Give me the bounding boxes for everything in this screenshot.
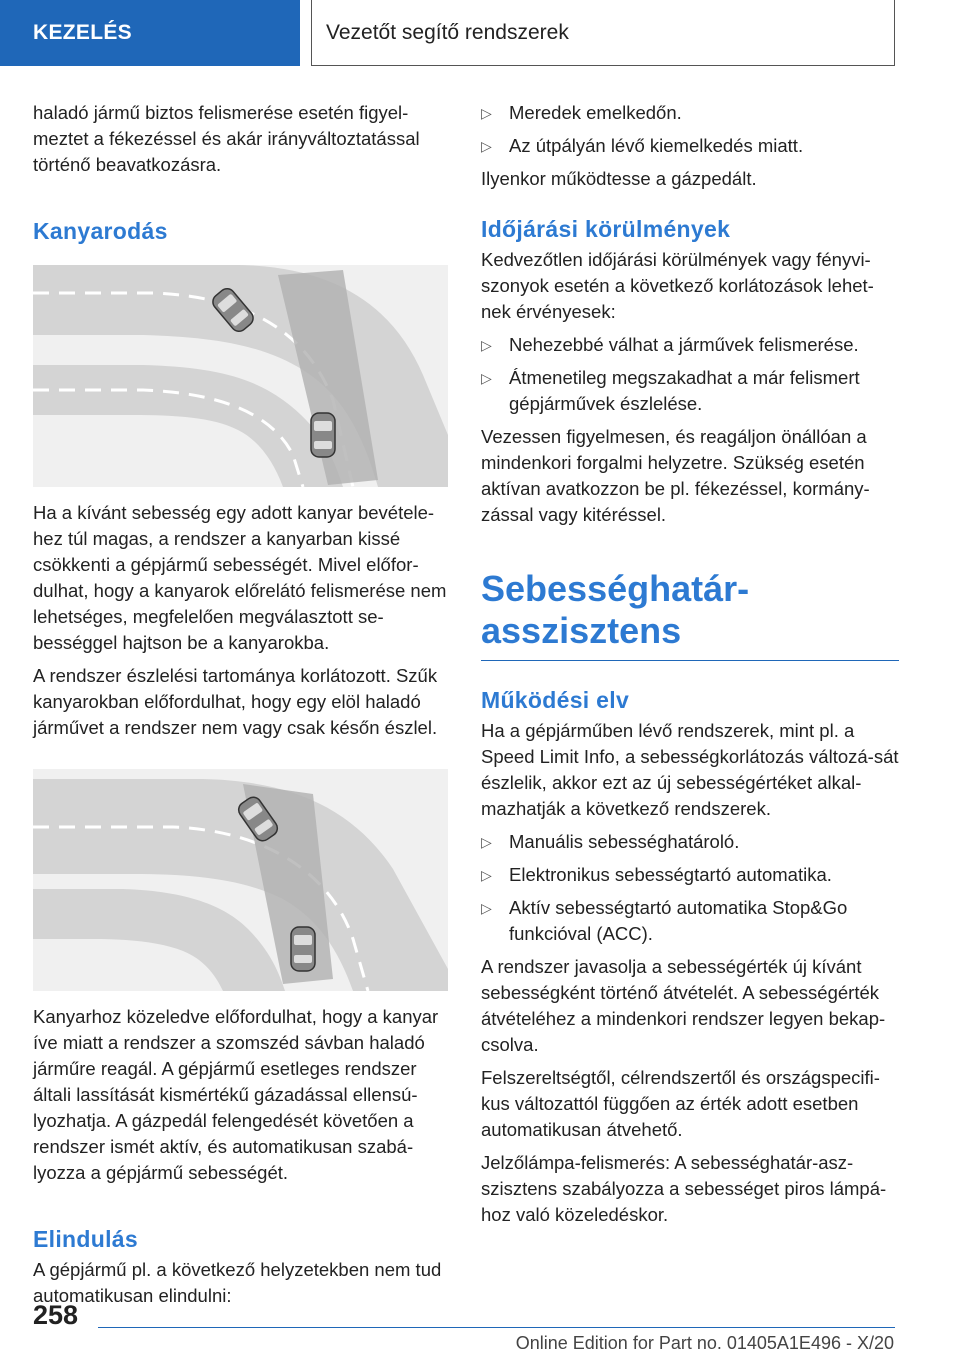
triangle-bullet-icon: ▷: [481, 138, 492, 154]
heading-elindulas: Elindulás: [33, 1226, 138, 1252]
heading-speed-limit-assistant: Sebességhatár-asszisztens: [481, 568, 899, 661]
kanyarodas-paragraph-2: A rendszer észlelési tartománya korlátozott. Szűk kanyarokban előfordulhat, hogy egy elöl haladó járművet a rendszer nem vagy csak későn észlel.: [33, 665, 438, 738]
right-column: [481, 100, 899, 1235]
suggest-paragraph: A rendszer javasolja a sebességérték új kívánt sebességként történő átvételét. A sebességérték átvételéhez a mindenkori rendszer legyen bekap-csolva.: [481, 956, 886, 1055]
heading-weather: Időjárási körülmények: [481, 216, 731, 242]
triangle-bullet-icon: ▷: [481, 867, 492, 883]
gas-pedal-paragraph: Ilyenkor működtesse a gázpedált.: [481, 168, 757, 189]
triangle-bullet-icon: ▷: [481, 900, 492, 916]
page-number: 258: [33, 1300, 79, 1330]
footer-edition: Online Edition for Part no. 01405A1E496 - X/20: [515, 1333, 894, 1353]
list-item: ▷ Elektronikus sebességtartó automatika.: [481, 862, 899, 888]
triangle-bullet-icon: ▷: [481, 337, 492, 353]
heading-principle: Működési elv: [481, 687, 630, 713]
principle-paragraph: Ha a gépjárműben lévő rendszerek, mint pl. a Speed Limit Info, a sebességkorlátozás változá-sát észlelik, akkor ezt az új sebességértéket alkal-mazhatják a következő rendszerek.: [481, 720, 899, 819]
triangle-bullet-icon: ▷: [481, 834, 492, 850]
list-item: ▷ Az útpályán lévő kiemelkedés miatt.: [481, 133, 899, 159]
traffic-light-paragraph: Jelzőlámpa-felismerés: A sebességhatár-asz-szisztens szabályozza a sebességet piros lámpá-hoz való közeledéskor.: [481, 1152, 887, 1225]
curve-illustration-2: [33, 769, 448, 991]
intro-paragraph: haladó jármű biztos felismerése esetén figyel-meztet a fékezéssel és akár irányváltoztatással történő beavatkozásra.: [33, 102, 420, 175]
list-item: ▷ Átmenetileg megszakadhat a már felismert gépjárművek észlelése.: [481, 367, 860, 414]
kanyarodas-paragraph-3: Kanyarhoz közeledve előfordulhat, hogy a kanyar íve miatt a rendszer a szomszéd sávban haladó járműre reagál. A gépjármű esetleges rendszer általi lassítását kismértékű gázadással ellensú-lyozhatja. A gázpedál felengedését követően a rendszer ismét aktív, és automatikusan szabá-lyozza a gépjármű sebességét.: [33, 1006, 439, 1183]
curve-illustration-1: [33, 265, 448, 487]
list-item: ▷ Meredek emelkedőn.: [481, 100, 899, 126]
chapter-title: Vezetőt segítő rendszerek: [311, 0, 895, 66]
footer-divider: [98, 1327, 895, 1328]
bullet-list-2: [481, 332, 899, 417]
triangle-bullet-icon: ▷: [481, 105, 492, 121]
heading-kanyarodas: Kanyarodás: [33, 218, 168, 244]
left-column: [33, 100, 448, 1316]
kanyarodas-paragraph-1: Ha a kívánt sebesség egy adott kanyar bevétele-hez túl magas, a rendszer a kanyarban kissé csökkenti a gépjármű sebességét. Mivel előfor-dulhat, hogy a kanyarok előrelátó felismerése nem lehetséges, megfelelően megválasztott se-bességgel hajtson be a kanyarokba.: [33, 502, 447, 653]
list-item: ▷ Manuális sebességhatároló.: [481, 829, 899, 855]
list-item: ▷ Nehezebbé válhat a járművek felismerése.: [481, 332, 899, 358]
bullet-list-1: [481, 100, 899, 159]
triangle-bullet-icon: ▷: [481, 370, 492, 386]
section-tab: KEZELÉS: [0, 0, 300, 66]
bullet-list-3: [481, 829, 899, 947]
attention-paragraph: Vezessen figyelmesen, és reagáljon önállóan a mindenkori forgalmi helyzetre. Szükség esetén aktívan avatkozzon be pl. fékezéssel, kormány-zással vagy kitéréssel.: [481, 426, 870, 525]
equipment-paragraph: Felszereltségtől, célrendszertől és országspecifi-kus változattól függően az érték adott esetben automatikusan átvehető.: [481, 1067, 880, 1140]
elindulas-paragraph: A gépjármű pl. a következő helyzetekben nem tud automatikusan elindulni:: [33, 1259, 442, 1306]
list-item: ▷ Aktív sebességtartó automatika Stop&Go funkcióval (ACC).: [481, 897, 848, 944]
weather-paragraph: Kedvezőtlen időjárási körülmények vagy fényvi-szonyok esetén a következő korlátozások lehet-nek érvényesek:: [481, 249, 874, 322]
